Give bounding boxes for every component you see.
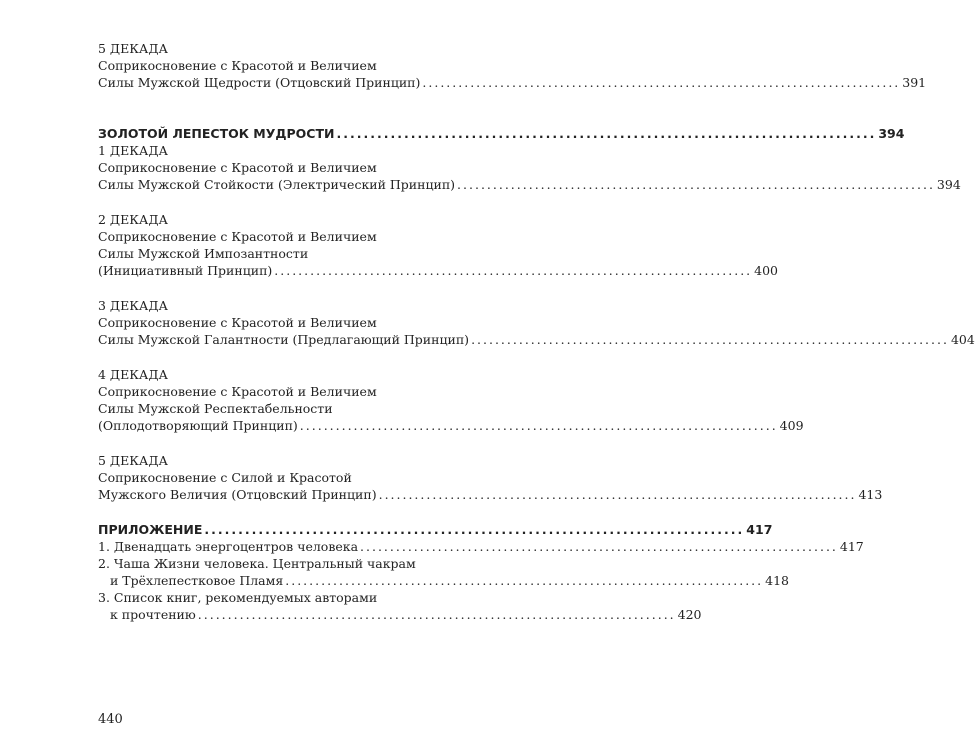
toc-line: 2. Чаша Жизни человека. Центральный чакрам [98, 556, 416, 571]
toc-entry-page: 409 [779, 418, 804, 433]
dot-leader: ................................................................................ [471, 332, 949, 347]
toc-entry-page: 394 [936, 177, 961, 192]
toc-decade-block [98, 366, 804, 434]
dot-leader: ................................................................................ [336, 126, 877, 141]
toc-entry[interactable] [98, 538, 864, 555]
dot-leader: ................................................................................ [360, 539, 838, 554]
toc-entry-page: 413 [858, 487, 883, 502]
toc-decade-block [98, 452, 883, 503]
toc-entry-text: (Оплодотворяющий Принцип) [98, 418, 298, 433]
toc-entry[interactable] [98, 606, 702, 623]
toc-entry[interactable] [98, 176, 961, 193]
toc-line: 3. Список книг, рекомендуемых авторами [98, 590, 378, 605]
toc-entry-page: 418 [765, 573, 789, 588]
toc-entry-text: 1. Двенадцать энергоцентров человека [98, 539, 359, 554]
dot-leader: ................................................................................ [274, 263, 753, 278]
dot-leader: ................................................................................ [378, 487, 857, 502]
decade-heading: 1 ДЕКАДА [98, 143, 168, 158]
toc-line: Соприкосновение с Красотой и Величием [98, 315, 377, 330]
toc-entry[interactable] [98, 417, 804, 434]
toc-line: Силы Мужской Респектабельности [98, 401, 333, 416]
toc-entry[interactable] [98, 331, 975, 348]
toc-appendix-list [98, 538, 864, 623]
dot-leader: ................................................................................ [204, 522, 745, 537]
dot-leader: ................................................................................ [457, 177, 935, 192]
toc-entry[interactable] [98, 262, 779, 279]
toc-entry-text: Мужского Величия (Отцовский Принцип) [98, 487, 377, 502]
decade-heading: 2 ДЕКАДА [98, 212, 168, 227]
decade-heading: 5 ДЕКАДА [98, 41, 168, 56]
toc-line: Соприкосновение с Силой и Красотой [98, 470, 352, 485]
toc-entry-page: 417 [839, 539, 864, 554]
toc-entry[interactable] [98, 74, 927, 91]
toc-line: Соприкосновение с Красотой и Величием [98, 160, 377, 175]
toc-entry-text: (Инициативный Принцип) [98, 263, 273, 278]
table-of-contents [98, 40, 975, 623]
toc-entry-page: 420 [677, 607, 702, 622]
toc-section-page: 394 [878, 126, 905, 141]
toc-decade-block [98, 211, 779, 279]
toc-section-page: 417 [746, 522, 773, 537]
decade-heading: 3 ДЕКАДА [98, 298, 168, 313]
toc-entry-text: и Трёхлепестковое Пламя [110, 573, 284, 588]
decade-heading: 5 ДЕКАДА [98, 453, 168, 468]
dot-leader: ................................................................................ [285, 573, 764, 588]
toc-entry-text: к прочтению [110, 607, 196, 622]
toc-entry-text: Силы Мужской Галантности (Предлагающий Принцип) [98, 332, 470, 347]
toc-section-entry[interactable] [98, 521, 773, 538]
dot-leader: ................................................................................ [299, 418, 778, 433]
page-number: 440 [98, 712, 123, 727]
toc-decade-block [98, 40, 927, 91]
decade-heading: 4 ДЕКАДА [98, 367, 168, 382]
dot-leader: ................................................................................ [197, 607, 676, 622]
toc-line: Соприкосновение с Красотой и Величием [98, 58, 377, 73]
toc-section-title: ЗОЛОТОЙ ЛЕПЕСТОК МУДРОСТИ [98, 126, 335, 141]
toc-line: Соприкосновение с Красотой и Величием [98, 229, 377, 244]
toc-line: Силы Мужской Импозантности [98, 246, 309, 261]
toc-section-title: ПРИЛОЖЕНИЕ [98, 522, 203, 537]
dot-leader: ................................................................................ [422, 75, 901, 90]
toc-entry-page: 391 [902, 75, 927, 90]
toc-line: Соприкосновение с Красотой и Величием [98, 384, 377, 399]
toc-decade-block [98, 297, 975, 348]
toc-decade-block [98, 142, 961, 193]
toc-entry[interactable] [98, 572, 789, 589]
toc-section-entry[interactable] [98, 125, 905, 142]
toc-entry-text: Силы Мужской Стойкости (Электрический Принцип) [98, 177, 456, 192]
toc-entry-text: Силы Мужской Щедрости (Отцовский Принцип) [98, 75, 421, 90]
toc-entry[interactable] [98, 486, 883, 503]
toc-entry-page: 404 [950, 332, 975, 347]
toc-entry-page: 400 [754, 263, 779, 278]
